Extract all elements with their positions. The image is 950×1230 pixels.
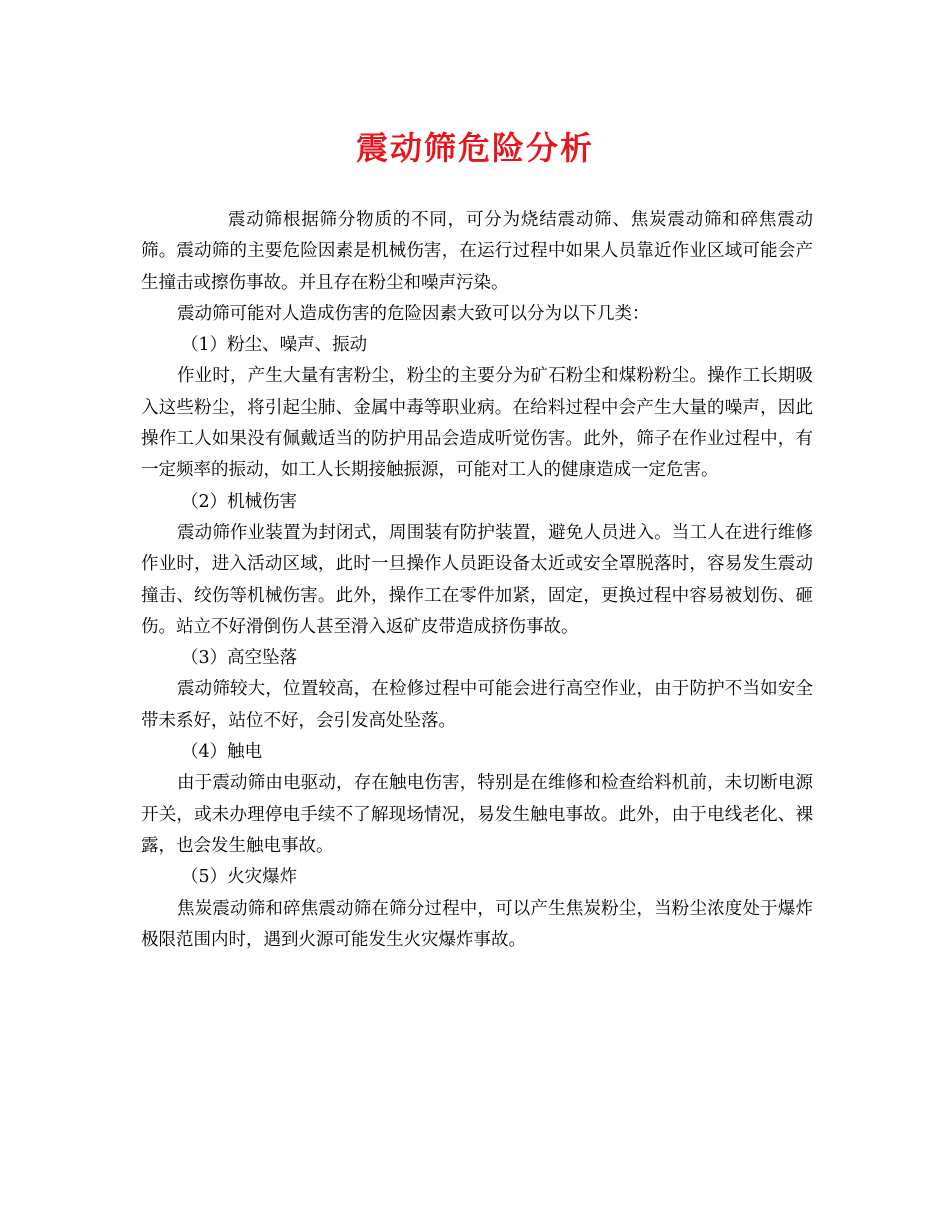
paragraph-fire: 焦炭震动筛和碎焦震动筛在筛分过程中，可以产生焦炭粉尘，当粉尘浓度处于爆炸极限范围内时，遇到火源可能发生火灾爆炸事故。 (141, 898, 813, 950)
page-title: 震动筛危险分析 (355, 129, 594, 167)
section-heading-dust-noise: （1）粉尘、噪声、振动 (181, 335, 368, 356)
paragraph-mechanical: 震动筛作业装置为封闭式，周围装有防护装置，避免人员进入。当工人在进行维修作业时，进入活动区域，此时一旦操作人员距设备太近或安全罩脱落时，容易发生震动撞击、绞伤等机械伤害。此外，操作工在零件加紧，固定，更换过程中容易被划伤、砸伤。站立不好滑倒伤人甚至滑入返矿皮带造成挤伤事故。 (141, 522, 813, 637)
category-intro-paragraph: 震动筛可能对人造成伤害的危险因素大致可以分为以下几类： (177, 303, 650, 324)
section-heading-fire: （5）火灾爆炸 (181, 867, 298, 888)
paragraph-fall: 震动筛较大，位置较高，在检修过程中可能会进行高空作业，由于防护不当如安全带未系好，站位不好，会引发高处坠落。 (141, 679, 813, 731)
section-heading-electric: （4）触电 (181, 742, 263, 763)
paragraph-dust-noise: 作业时，产生大量有害粉尘，粉尘的主要分为矿石粉尘和煤粉粉尘。操作工长期吸入这些粉尘，将引起尘肺、金属中毒等职业病。在给料过程中会产生大量的噪声，因此操作工人如果没有佩戴适当的防护用品会造成听觉伤害。此外，筛子在作业过程中，有一定频率的振动，如工人长期接触振源，可能对工人的健康造成一定危害。 (141, 366, 813, 481)
paragraph-electric: 由于震动筛由电驱动，存在触电伤害，特别是在维修和检查给料机前，未切断电源开关，或未办理停电手续不了解现场情况，易发生触电事故。此外，由于电线老化、裸露，也会发生触电事故。 (141, 773, 813, 856)
section-heading-mechanical: （2）机械伤害 (181, 491, 298, 512)
document-body (141, 205, 813, 956)
section-heading-fall: （3）高空坠落 (181, 648, 298, 669)
intro-paragraph: 震动筛根据筛分物质的不同，可分为烧结震动筛、焦炭震动筛和碎焦震动筛。震动筛的主要危险因素是机械伤害，在运行过程中如果人员靠近作业区域可能会产生撞击或擦伤事故。并且存在粉尘和噪声污染。 (141, 210, 813, 293)
